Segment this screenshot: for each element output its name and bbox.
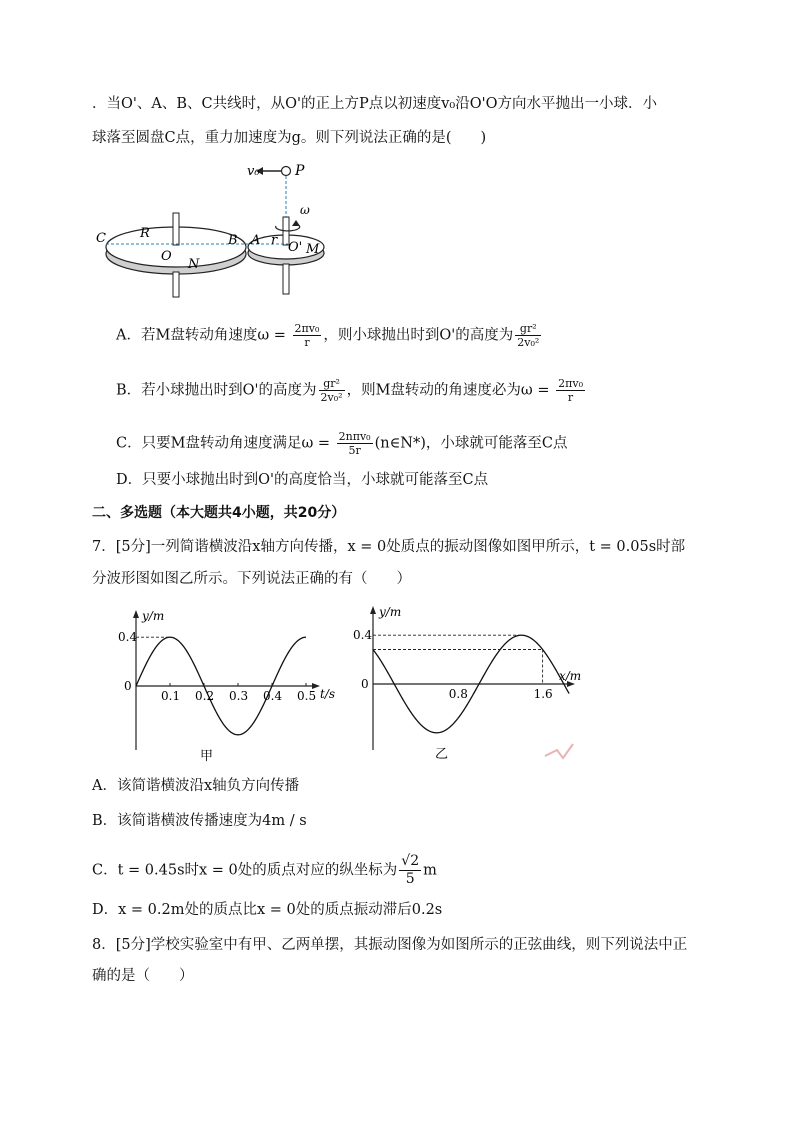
v0-label: v₀ (247, 164, 260, 179)
o-prime-label: O' (288, 240, 303, 255)
q7-option-d: D．x = 0.2m处的质点比x = 0处的质点振动滞后0.2s (92, 902, 443, 918)
x-tick-label: 1.6 (533, 687, 553, 701)
q6-option-b (116, 377, 587, 404)
x-axis-label: x/m (559, 669, 582, 683)
chart-title: 乙 (435, 747, 449, 762)
option-b-mid: ，则M盘转动的角速度必为ω = (346, 382, 555, 399)
chart-title: 甲 (200, 749, 214, 764)
y-axis-label: y/m (379, 605, 402, 619)
option-a-frac1-num: 2πv₀ (294, 322, 320, 335)
q6-stem-line2: 球落至圆盘C点，重力加速度为g。则下列说法正确的是( ) (92, 130, 487, 146)
y-tick-label: 0.4 (118, 630, 138, 645)
turntable-figure (88, 160, 348, 305)
q7-option-a: A．该简谐横波沿x轴负方向传播 (92, 778, 300, 794)
q8-stem-line1: 8．[5分]学校实验室中有甲、乙两单摆，其振动图像为如图所示的正弦曲线，则下列说法中正 (92, 937, 688, 953)
option-b-frac1-den: 2v₀² (320, 391, 343, 404)
n-label: N (188, 257, 200, 272)
p-label: P (295, 163, 305, 179)
option-a-frac2-den: 2v₀² (517, 336, 540, 349)
x-tick-label: 0.1 (161, 689, 181, 703)
r-big-label: R (140, 226, 150, 241)
chart-jia (108, 600, 348, 765)
option-c-mid: (n∈N*)，小球就可能落至C点 (374, 435, 568, 452)
option-c-frac1-den: 5r (348, 444, 361, 457)
q7-option-b: B．该简谐横波传播速度为4m / s (92, 813, 307, 829)
option-a-frac1-den: r (304, 336, 310, 349)
y-tick-label: 0 (361, 677, 369, 691)
q7-option-c-num: √2 (401, 853, 420, 869)
q7-stem-line2: 分波形图如图乙所示。下列说法正确的有（ ） (92, 571, 411, 587)
q7-stem-line1: 7．[5分]一列简谐横波沿x轴方向传播，x = 0处质点的振动图像如图甲所示，t = 0.05s时部 (92, 539, 686, 555)
x-axis-label: t/s (320, 687, 336, 701)
option-c-frac1-num: 2nπv₀ (338, 430, 371, 443)
a-label: A (251, 233, 261, 248)
q8-stem-line2: 确的是（ ） (92, 968, 194, 984)
section-multiple-choice-header: 二、多选题（本大题共4小题，共20分） (92, 505, 346, 521)
q7-option-c-unit: m (423, 862, 437, 879)
q6-stem-line1: ．当O'、A、B、C共线时，从O'的正上方P点以初速度v₀沿O'O方向水平抛出一小球．小 (92, 96, 657, 112)
option-a-text: A．若M盘转动角速度ω = (116, 327, 291, 344)
option-b-text: B．若小球抛出时到O'的高度为 (116, 382, 317, 399)
watermark-mark (545, 744, 573, 758)
y-tick-label: 0.4 (353, 628, 373, 643)
y-tick-label: 0 (124, 679, 132, 693)
q7-option-c (92, 853, 437, 888)
x-tick-label: 0.4 (263, 689, 283, 703)
q7-option-c-den: 5 (405, 871, 415, 887)
q6-option-d: D．只要小球抛出时到O'的高度恰当，小球就可能落至C点 (116, 472, 489, 488)
x-tick-label: 0.3 (229, 689, 249, 703)
q7-option-c-text: C．t = 0.45s时x = 0处的质点对应的纵坐标为 (92, 862, 398, 879)
x-tick-label: 0.5 (297, 689, 317, 703)
q6-option-a (116, 322, 543, 349)
option-a-frac2-num: gr² (515, 322, 541, 336)
chart-yi (345, 598, 595, 768)
y-axis-arrow (133, 610, 139, 618)
option-b-frac1-num: gr² (319, 377, 345, 391)
option-c-text: C．只要M盘转动角速度满足ω = (116, 435, 335, 452)
r-small-label: r (271, 233, 278, 248)
c-label: C (96, 231, 106, 246)
o-label: O (161, 249, 172, 264)
y-axis-arrow (370, 606, 376, 614)
m-label: M (306, 242, 320, 257)
option-b-frac2-num: 2πv₀ (558, 377, 583, 390)
q6-option-c (116, 430, 568, 457)
option-b-frac2-den: r (567, 391, 574, 404)
x-tick-label: 0.2 (195, 689, 215, 703)
y-axis-label: y/m (142, 609, 165, 623)
omega-label: ω (300, 203, 310, 217)
x-tick-label: 0.8 (448, 687, 468, 701)
b-label: B (228, 233, 238, 248)
option-a-mid: ，则小球抛出时到O'的高度为 (323, 327, 514, 344)
